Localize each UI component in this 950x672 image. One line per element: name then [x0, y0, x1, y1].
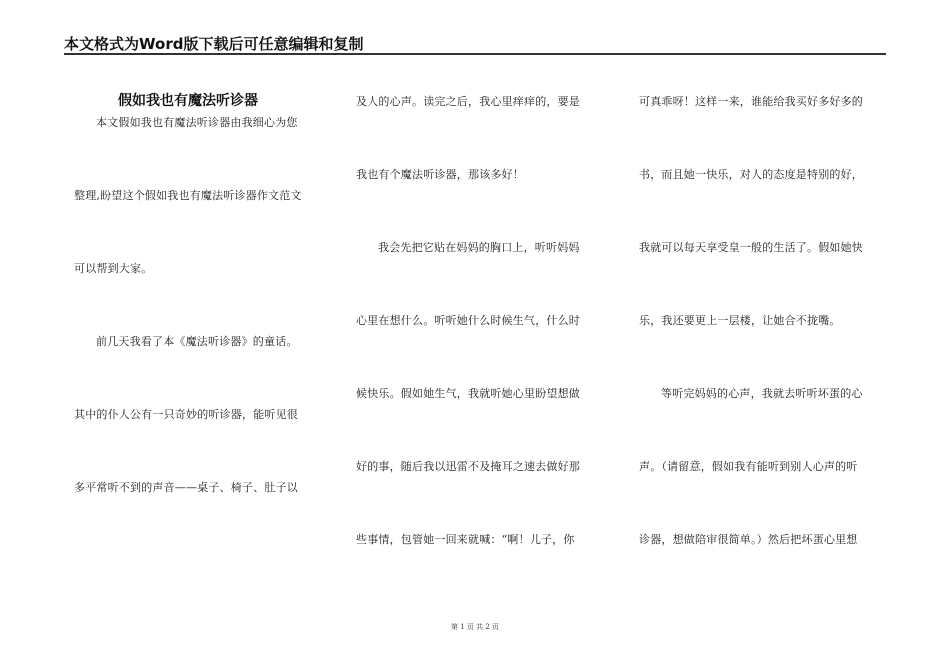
paragraph-line: 等听完妈妈的心声，我就去听听坏蛋的心	[661, 387, 863, 400]
text-column-3	[639, 88, 885, 599]
paragraph-line: 本文假如我也有魔法听诊器由我细心为您	[96, 116, 298, 129]
paragraph-line: 些事情，包管她一回来就喊：“啊！儿子，你	[356, 533, 575, 546]
paragraph-line: 候快乐。假如她生气，我就听她心里盼望想做	[356, 387, 580, 400]
paragraph-line: 我会先把它贴在妈妈的胸口上，听听妈妈	[378, 241, 580, 254]
header-divider	[64, 53, 886, 55]
paragraph-line: 可以帮到大家。	[74, 262, 153, 275]
paragraph-line: 好的事，随后我以迅雷不及掩耳之速去做好那	[356, 460, 580, 473]
page-number: 第 1 页 共 2 页	[450, 623, 500, 631]
paragraph-line: 其中的仆人公有一只奇妙的听诊器，能听见很	[74, 408, 298, 421]
paragraph-line: 心里在想什么。听听她什么时候生气，什么时	[356, 314, 580, 327]
paragraph-line: 可真乖呀！这样一来，谁能给我买好多好多的	[639, 95, 863, 108]
paragraph-line: 及人的心声。读完之后，我心里痒痒的，要是	[356, 95, 580, 108]
paragraph-line: 多平常听不到的声音——桌子、椅子、肚子以	[74, 481, 298, 494]
paragraph-line: 诊器，想做陪审很简单。）然后把坏蛋心里想	[639, 533, 858, 546]
paragraph-line: 整理,盼望这个假如我也有魔法听诊器作文范文	[74, 189, 302, 202]
article-title: 假如我也有魔法听诊器	[118, 93, 258, 109]
text-column-2	[356, 88, 602, 599]
document-header: 本文格式为Word版下载后可任意编辑和复制	[64, 35, 364, 53]
paragraph-line: 我也有个魔法听诊器，那该多好！	[356, 168, 524, 181]
paragraph-line: 我就可以每天享受皇一般的生活了。假如她快	[639, 241, 863, 254]
paragraph-line: 书，而且她一快乐，对人的态度是特别的好，	[639, 168, 863, 181]
text-column-1	[74, 88, 324, 547]
paragraph-line: 前几天我看了本《魔法听诊器》的童话。	[96, 335, 298, 348]
paragraph-line: 声。（请留意，假如我有能听到别人心声的听	[639, 460, 858, 473]
paragraph-line: 乐，我还要更上一层楼，让她合不拢嘴。	[639, 314, 841, 327]
